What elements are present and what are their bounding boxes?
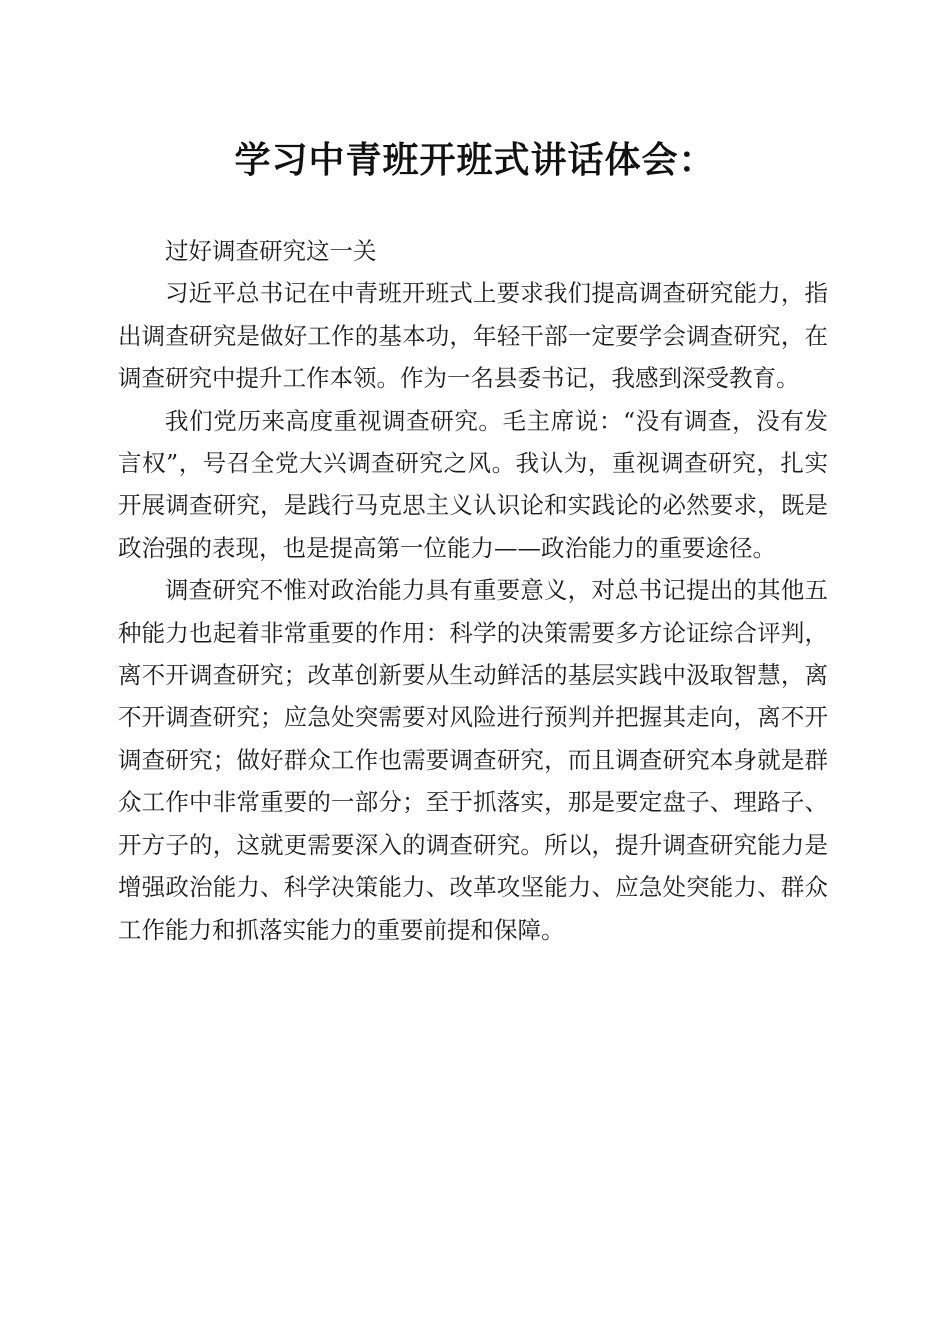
section-subheading: 过好调查研究这一关 <box>165 237 377 265</box>
document-title: 学习中青班开班式讲话体会： <box>234 139 716 181</box>
paragraph-2: 我们党历来高度重视调查研究。毛主席说：“没有调查，没有发言权”，号召全党大兴调查研究之风。我认为，重视调查研究，扎实开展调查研究，是践行马克思主义认识论和实践论的必然要求，既是政治强的表现，也是提高第一位能力——政治能力的重要途径。 <box>118 406 828 562</box>
paragraph-3: 调查研究不惟对政治能力具有重要意义，对总书记提出的其他五种能力也起着非常重要的作用：科学的决策需要多方论证综合评判，离不开调查研究；改革创新要从生动鲜活的基层实践中汲取智慧，离不开调查研究；应急处突需要对风险进行预判并把握其走向，离不开调查研究；做好群众工作也需要调查研究，而且调查研究本身就是群众工作中非常重要的一部分；至于抓落实，那是要定盘子、理路子、开方子的，这就更需要深入的调查研究。所以，提升调查研究能力是增强政治能力、科学决策能力、改革攻坚能力、应急处突能力、群众工作能力和抓落实能力的重要前提和保障。 <box>118 576 828 944</box>
document-body <box>118 230 828 951</box>
paragraph-1: 习近平总书记在中青班开班式上要求我们提高调查研究能力，指出调查研究是做好工作的基本功，年轻干部一定要学会调查研究，在调查研究中提升工作本领。作为一名县委书记，我感到深受教育。 <box>118 279 828 393</box>
